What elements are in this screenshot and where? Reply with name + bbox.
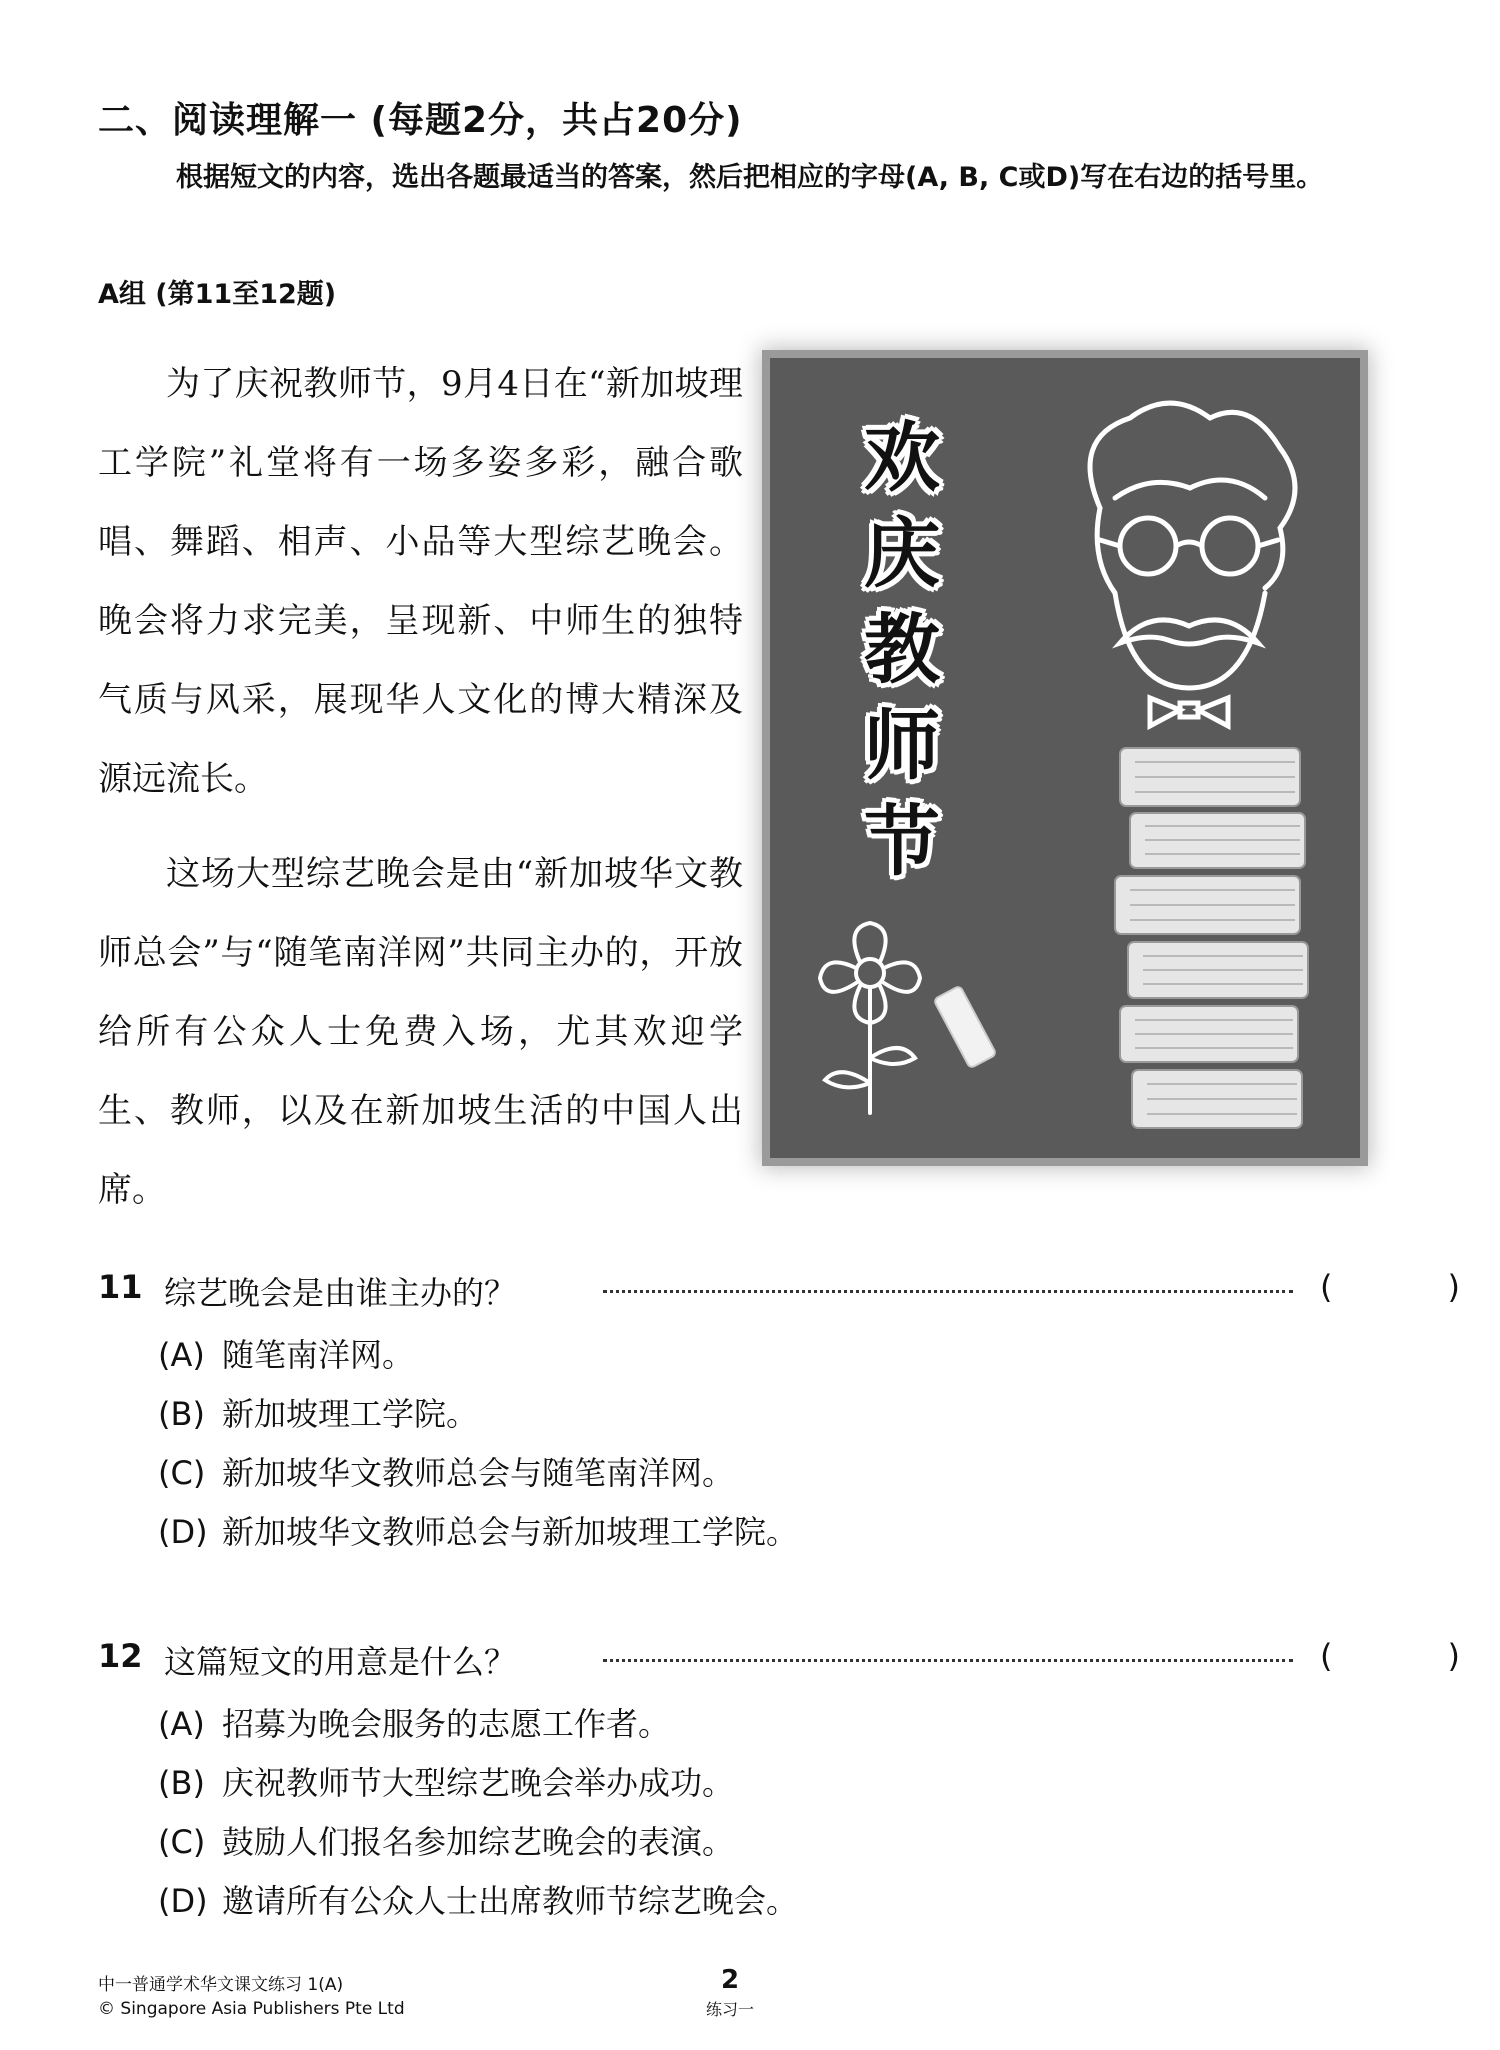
bracket-close: ) [1447, 1637, 1460, 1675]
section-title: 二、阅读理解一 (每题2分，共占20分) [98, 100, 743, 141]
option-text: 鼓励人们报名参加综艺晚会的表演。 [222, 1823, 735, 1861]
poster-title-char: 节 [864, 797, 940, 886]
option-letter: (C) [158, 1823, 206, 1861]
poster-title-char: 庆 [864, 509, 940, 598]
option-text: 邀请所有公众人士出席教师节综艺晚会。 [222, 1882, 799, 1920]
option-letter: (B) [158, 1395, 205, 1433]
option-letter: (A) [158, 1705, 205, 1743]
option-c [158, 1817, 734, 1863]
question-number: 11 [98, 1268, 143, 1306]
option-text: 新加坡华文教师总会与新加坡理工学院。 [222, 1513, 799, 1551]
option-d [158, 1507, 798, 1553]
book-stack-icon [1115, 748, 1308, 1128]
answer-bracket[interactable] [1320, 1637, 1460, 1675]
option-a [158, 1330, 414, 1376]
dotted-leader [603, 1659, 1293, 1662]
option-letter: (D) [158, 1882, 208, 1920]
dotted-leader [603, 1290, 1293, 1293]
instructions: 根据短文的内容，选出各题最适当的答案，然后把相应的字母(A, B, C或D)写在右边的括号里。 [176, 162, 1324, 193]
passage-paragraph-2: 这场大型综艺晚会是由“新加坡华文教师总会”与“随笔南洋网”共同主办的，开放给所有公众人士免费入场，尤其欢迎学生、教师，以及在新加坡生活的中国人出席。 [98, 854, 743, 1210]
teacher-face-icon [1090, 403, 1295, 726]
poster-illustration [770, 358, 1360, 1158]
option-letter: (C) [158, 1454, 206, 1492]
option-c [158, 1448, 734, 1494]
question-number: 12 [98, 1637, 143, 1675]
footer-left [98, 1973, 405, 2021]
option-letter: (A) [158, 1336, 205, 1374]
poster-title-char: 师 [864, 701, 940, 790]
passage-paragraph-1: 为了庆祝教师节，9月4日在“新加坡理工学院”礼堂将有一场多姿多彩，融合歌唱、舞蹈、相声、小品等大型综艺晚会。晚会将力求完美，呈现新、中师生的独特气质与风采，展现华人文化的博大精深及源远流长。 [98, 364, 743, 799]
poster-title-char: 教 [864, 605, 940, 694]
option-b [158, 1389, 478, 1435]
teachers-day-poster [770, 358, 1360, 1158]
poster-title-char: 欢 [864, 413, 940, 502]
answer-bracket[interactable] [1320, 1268, 1460, 1306]
page-number: 2 [720, 1965, 740, 1995]
option-text: 新加坡理工学院。 [222, 1395, 479, 1433]
chalk-icon [933, 986, 996, 1069]
footer-center [700, 1965, 760, 2020]
question-text: 这篇短文的用意是什么？ [164, 1643, 517, 1681]
copyright: © Singapore Asia Publishers Pte Ltd [98, 1999, 405, 2019]
group-label: A组 (第11至12题) [98, 279, 337, 310]
option-d [158, 1876, 798, 1922]
option-text: 随笔南洋网。 [222, 1336, 415, 1374]
option-a [158, 1699, 670, 1745]
exercise-label: 练习一 [705, 2000, 754, 2019]
option-text: 招募为晚会服务的志愿工作者。 [222, 1705, 671, 1743]
flower-icon [820, 923, 920, 1113]
reading-passage [98, 345, 743, 1230]
question-text: 综艺晚会是由谁主办的？ [164, 1274, 517, 1312]
option-letter: (B) [158, 1764, 205, 1802]
bracket-close: ) [1447, 1268, 1460, 1306]
poster-title [862, 410, 942, 890]
option-text: 新加坡华文教师总会与随笔南洋网。 [222, 1454, 735, 1492]
bracket-open: ( [1320, 1268, 1333, 1306]
book-title: 中一普通学术华文课文练习 1(A) [98, 1975, 344, 1995]
bracket-open: ( [1320, 1637, 1333, 1675]
option-text: 庆祝教师节大型综艺晚会举办成功。 [222, 1764, 735, 1802]
option-letter: (D) [158, 1513, 208, 1551]
option-b [158, 1758, 734, 1804]
